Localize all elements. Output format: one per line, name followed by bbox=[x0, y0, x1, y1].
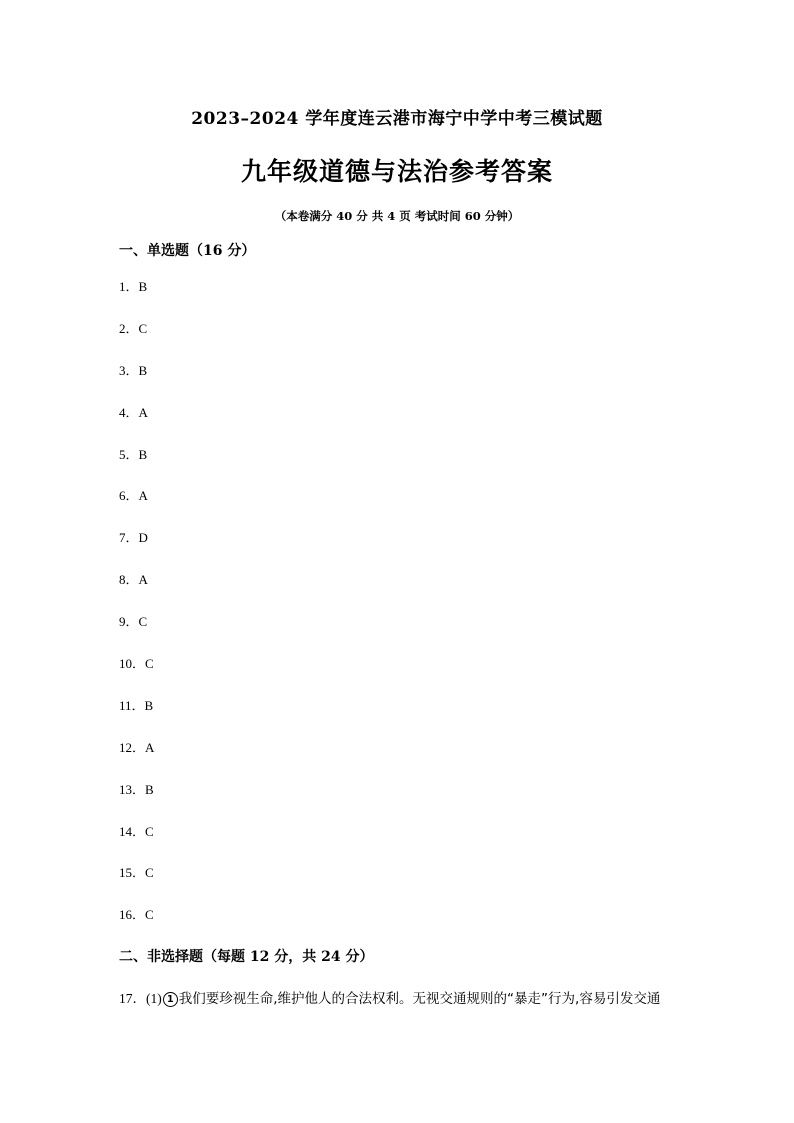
answer-item: 10．C bbox=[119, 656, 154, 672]
answer-item: 1．B bbox=[119, 279, 148, 294]
exam-note: （本卷满分 40 分 共 4 页 考试时间 60 分钟） bbox=[274, 209, 520, 223]
answer-text: 我们要珍视生命,维护他人的合法权利。无视交通规则的“暴走”行为,容易引发交通 bbox=[178, 991, 661, 1007]
answer-item: 6．A bbox=[119, 488, 148, 504]
answer-item: 16．C bbox=[119, 907, 154, 923]
answer-item: 3．B bbox=[119, 362, 148, 378]
answer-item: 2．C bbox=[119, 320, 148, 336]
answer-item: 7．D bbox=[119, 530, 148, 546]
section-heading-non-choice: 二、非选择题（每题 12 分，共 24 分） bbox=[119, 949, 374, 965]
answer-item: 13．B bbox=[119, 781, 154, 797]
answer-list bbox=[119, 278, 154, 948]
answer-item: 9．C bbox=[119, 614, 148, 630]
answer-item: 12．A bbox=[119, 739, 155, 755]
answer-item: 14．C bbox=[119, 823, 154, 839]
subject-title: 九年级道德与法治参考答案 bbox=[240, 157, 553, 186]
answer-item: 11．B bbox=[119, 697, 154, 713]
question-number: 17．(1) bbox=[119, 991, 162, 1006]
answer-item: 15．C bbox=[119, 865, 154, 881]
question-17-answer bbox=[119, 987, 660, 1007]
answer-item: 8．A bbox=[119, 572, 148, 588]
answer-item: 4．A bbox=[119, 404, 148, 420]
circled-number-marker: 1 bbox=[163, 992, 178, 1007]
answer-item: 5．B bbox=[119, 446, 148, 462]
exam-title: 2023–2024 学年度连云港市海宁中学中考三模试题 bbox=[191, 109, 603, 129]
section-heading-single-choice: 一、单选题（16 分） bbox=[119, 243, 256, 259]
